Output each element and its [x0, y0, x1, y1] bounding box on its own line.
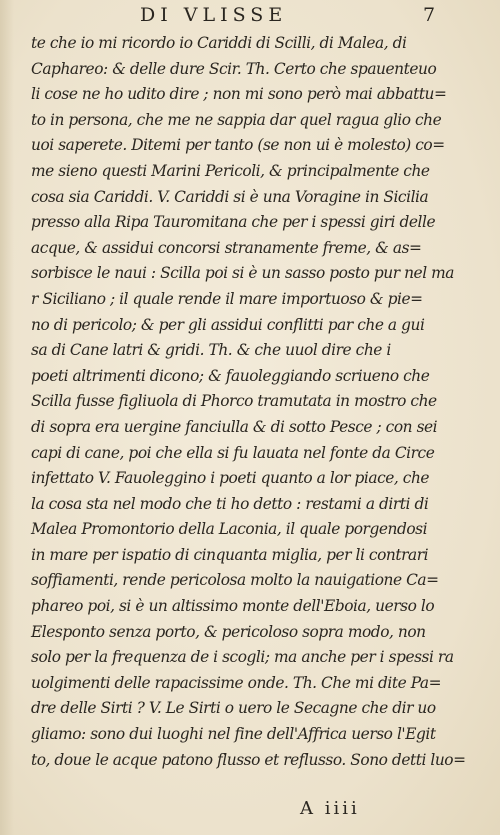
- text-line: uoi saperete. Ditemi per tanto (se non ui è molesto) co=: [31, 136, 445, 155]
- running-head: DI VLISSE: [140, 4, 288, 26]
- text-line: to, doue le acque patono flusso et reflusso. Sono detti luo=: [31, 750, 466, 769]
- text-line: poeti altrimenti dicono; & fauoleggiando scriueno che: [31, 366, 430, 385]
- text-line: r Siciliano ; il quale rende il mare importuoso & pie=: [31, 289, 423, 308]
- text-line: Scilla fusse figliuola di Phorco tramutata in mostro che: [31, 392, 437, 411]
- text-line: Malea Promontorio della Laconia, il quale porgendosi: [31, 520, 428, 539]
- text-line: in mare per ispatio di cinquanta miglia, per li contrari: [31, 545, 429, 564]
- text-line: sa di Cane latri & gridi. Th. & che uuol dire che i: [31, 341, 391, 360]
- text-line: me sieno questi Marini Pericoli, & principalmente che: [31, 161, 430, 180]
- text-line: li cose ne ho udito dire ; non mi sono però mai abbattu=: [31, 85, 447, 104]
- page-header: [0, 4, 500, 30]
- text-line: sorbisce le naui : Scilla poi si è un sasso posto pur nel ma: [31, 264, 454, 283]
- text-line: phareo poi, si è un altissimo monte dell'Eboia, uerso lo: [31, 597, 435, 616]
- text-line: cosa sia Cariddi. V. Cariddi si è una Voragine in Sicilia: [31, 187, 429, 206]
- text-line: di sopra era uergine fanciulla & di sotto Pesce ; con sei: [31, 417, 438, 436]
- text-line: la cosa sta nel modo che ti ho detto : restami a dirti di: [31, 494, 429, 513]
- text-line: presso alla Ripa Tauromitana che per i spessi giri delle: [31, 213, 436, 232]
- text-line: acque, & assidui concorsi stranamente freme, & as=: [31, 238, 422, 257]
- page-gutter-shadow: [0, 0, 14, 835]
- text-line: soffiamenti, rende pericolosa molto la nauigatione Ca=: [31, 571, 439, 590]
- text-line: te che io mi ricordo io Cariddi di Scilli, di Malea, di: [31, 34, 407, 52]
- signature-mark: A iiii: [300, 798, 360, 819]
- text-line: no di pericolo; & per gli assidui conflitti par che a gui: [31, 315, 425, 334]
- text-line: gliamo: sono dui luoghi nel fine dell'Affrica uerso l'Egit: [31, 725, 436, 744]
- text-line: Caphareo: & delle dure Scir. Th. Certo che spauenteuo: [31, 59, 437, 78]
- text-line: Elesponto senza porto, & pericoloso sopra modo, non: [31, 622, 426, 641]
- text-line: dre delle Sirti ? V. Le Sirti o uero le Secagne che dir uo: [31, 699, 436, 718]
- text-line: solo per la frequenza de i scogli; ma anche per i spessi ra: [31, 648, 454, 667]
- text-line: infettato V. Fauoleggino i poeti quanto a lor piace, che: [31, 469, 430, 488]
- text-line: capi di cane, poi che ella si fu lauata nel fonte da Circe: [31, 443, 435, 462]
- text-line: uolgimenti delle rapacissime onde. Th. Che mi dite Pa=: [31, 673, 442, 692]
- text-line: to in persona, che me ne sappia dar quel ragua glio che: [31, 110, 442, 129]
- body-text: [31, 31, 471, 773]
- page-number: 7: [423, 4, 436, 26]
